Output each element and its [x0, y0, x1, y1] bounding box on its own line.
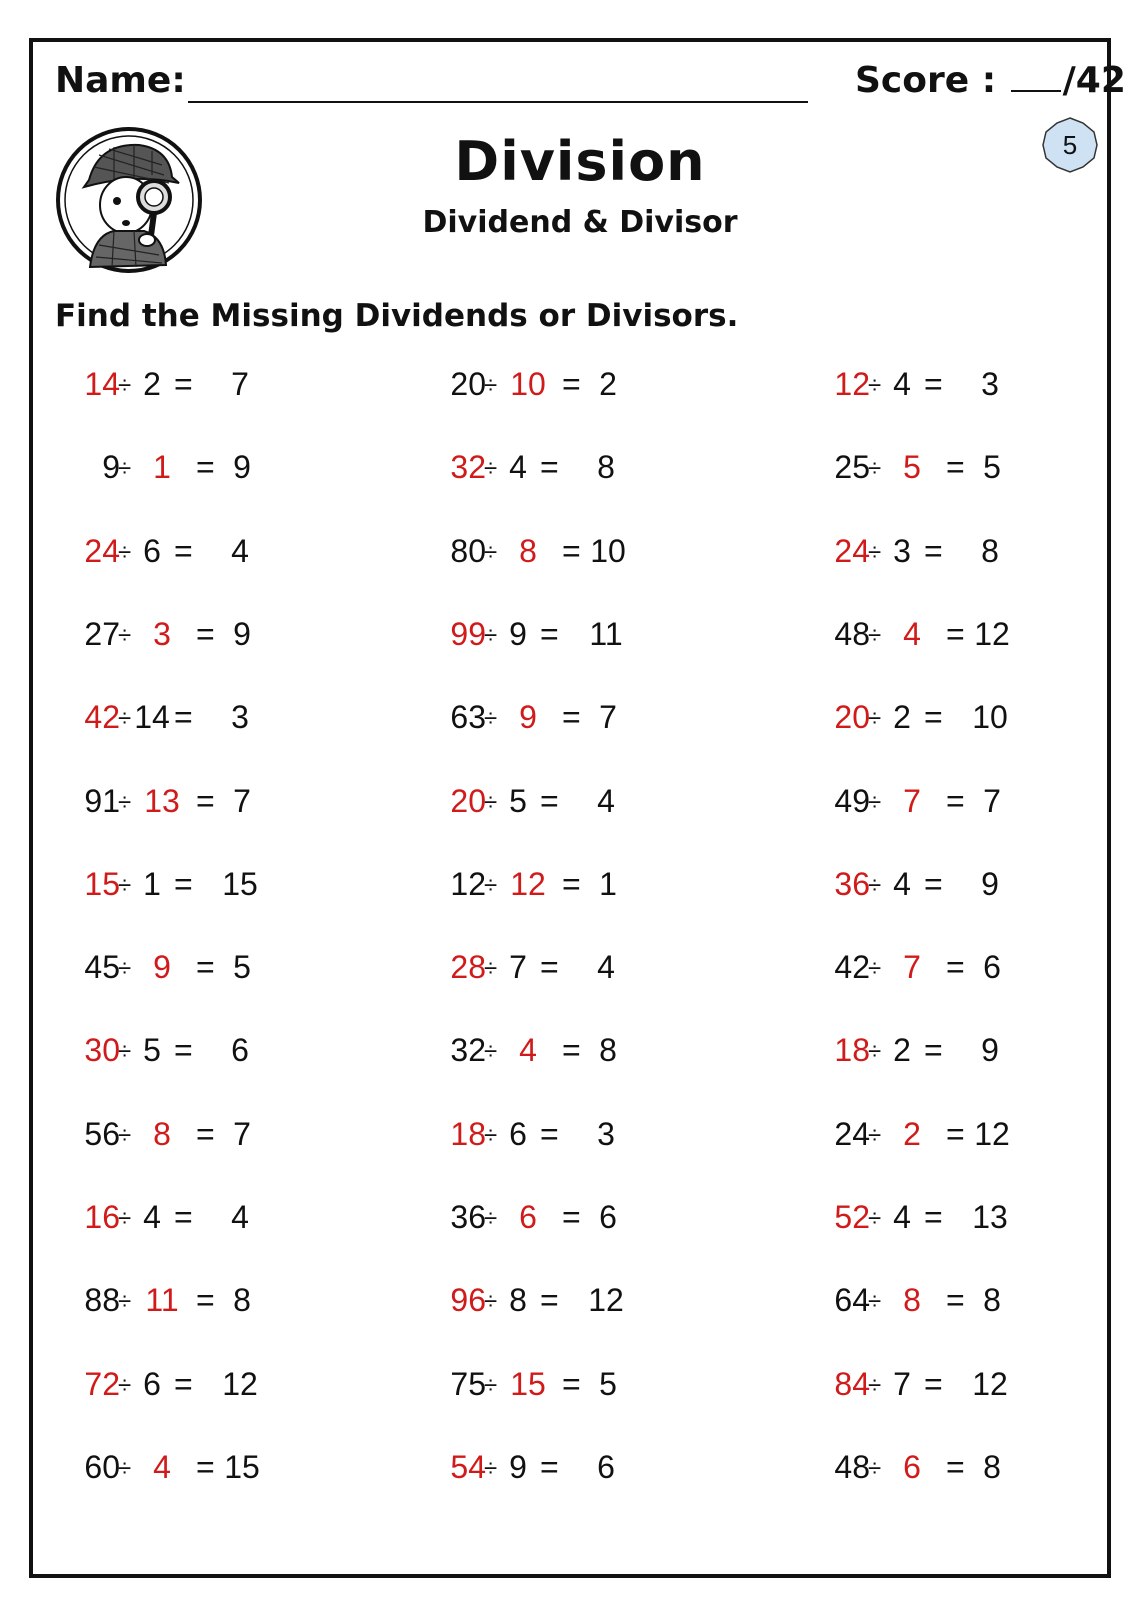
dividend-answer: 20 — [450, 783, 486, 819]
divide-sign: ÷ — [484, 372, 498, 399]
division-problem — [426, 866, 686, 906]
divisor: 2 — [143, 366, 161, 402]
division-problem — [810, 1032, 1070, 1072]
equals-sign: = — [174, 366, 193, 402]
dividend: 75 — [450, 1366, 486, 1402]
dividend: 9 — [102, 449, 120, 485]
divide-sign: ÷ — [118, 872, 132, 899]
divisor-answer: 4 — [153, 1449, 171, 1485]
equals-sign: = — [540, 1282, 559, 1318]
division-problem — [60, 783, 320, 823]
quotient: 3 — [981, 366, 999, 402]
equals-sign: = — [924, 1366, 943, 1402]
equals-sign: = — [196, 1282, 215, 1318]
dividend-answer: 36 — [834, 866, 870, 902]
dividend-answer: 18 — [450, 1116, 486, 1152]
dividend-answer: 18 — [834, 1032, 870, 1068]
divisor-answer: 12 — [510, 866, 546, 902]
dividend: 80 — [450, 533, 486, 569]
dividend: 48 — [834, 1449, 870, 1485]
dividend: 48 — [834, 616, 870, 652]
score-label: Score : — [855, 60, 997, 101]
badge-number: 5 — [1062, 130, 1078, 160]
equals-sign: = — [196, 949, 215, 985]
division-problem — [426, 1449, 686, 1489]
quotient: 2 — [599, 366, 617, 402]
equals-sign: = — [562, 866, 581, 902]
divide-sign: ÷ — [484, 789, 498, 816]
quotient: 6 — [231, 1032, 249, 1068]
dividend-answer: 15 — [84, 866, 120, 902]
page-title: Division — [454, 130, 706, 193]
divide-sign: ÷ — [118, 789, 132, 816]
divisor: 7 — [509, 949, 527, 985]
divisor-answer: 15 — [510, 1366, 546, 1402]
divide-sign: ÷ — [118, 539, 132, 566]
divisor-answer: 9 — [153, 949, 171, 985]
quotient: 12 — [974, 616, 1010, 652]
dividend-answer: 28 — [450, 949, 486, 985]
equals-sign: = — [562, 1199, 581, 1235]
equals-sign: = — [196, 1449, 215, 1485]
divide-sign: ÷ — [484, 1455, 498, 1482]
divisor: 4 — [893, 1199, 911, 1235]
quotient: 8 — [599, 1032, 617, 1068]
dividend-answer: 99 — [450, 616, 486, 652]
division-problem — [60, 533, 320, 573]
division-problem — [426, 1282, 686, 1322]
equals-sign: = — [540, 1116, 559, 1152]
quotient: 6 — [597, 1449, 615, 1485]
divide-sign: ÷ — [868, 1122, 882, 1149]
dividend: 32 — [450, 1032, 486, 1068]
dividend-answer: 96 — [450, 1282, 486, 1318]
division-problem — [426, 366, 686, 406]
divisor: 3 — [893, 533, 911, 569]
divisor: 9 — [509, 616, 527, 652]
divisor: 4 — [509, 449, 527, 485]
dividend: 27 — [84, 616, 120, 652]
quotient: 9 — [981, 866, 999, 902]
divide-sign: ÷ — [868, 955, 882, 982]
divide-sign: ÷ — [484, 955, 498, 982]
divisor: 4 — [893, 866, 911, 902]
equals-sign: = — [540, 616, 559, 652]
dividend-answer: 84 — [834, 1366, 870, 1402]
dividend-answer: 30 — [84, 1032, 120, 1068]
divisor-answer: 6 — [519, 1199, 537, 1235]
division-problem — [810, 533, 1070, 573]
divide-sign: ÷ — [868, 1455, 882, 1482]
equals-sign: = — [562, 1032, 581, 1068]
equals-sign: = — [924, 1032, 943, 1068]
division-problem — [810, 1282, 1070, 1322]
divide-sign: ÷ — [868, 622, 882, 649]
division-problem — [426, 1032, 686, 1072]
quotient: 6 — [983, 949, 1001, 985]
division-problem — [426, 949, 686, 989]
equals-sign: = — [174, 533, 193, 569]
equals-sign: = — [946, 1116, 965, 1152]
division-problem — [60, 1199, 320, 1239]
division-problem — [60, 949, 320, 989]
divisor-answer: 9 — [519, 699, 537, 735]
division-problem — [810, 1449, 1070, 1489]
quotient: 9 — [981, 1032, 999, 1068]
quotient: 8 — [597, 449, 615, 485]
dividend-answer: 52 — [834, 1199, 870, 1235]
equals-sign: = — [946, 449, 965, 485]
division-problem — [810, 783, 1070, 823]
divisor: 4 — [143, 1199, 161, 1235]
name-label: Name: — [55, 60, 186, 101]
divide-sign: ÷ — [118, 705, 132, 732]
division-problem — [426, 616, 686, 656]
quotient: 7 — [983, 783, 1001, 819]
divide-sign: ÷ — [868, 1205, 882, 1232]
divide-sign: ÷ — [118, 1455, 132, 1482]
divide-sign: ÷ — [118, 455, 132, 482]
quotient: 10 — [972, 699, 1008, 735]
divisor-answer: 3 — [153, 616, 171, 652]
divide-sign: ÷ — [868, 872, 882, 899]
divisor-answer: 11 — [145, 1282, 179, 1318]
quotient: 12 — [972, 1366, 1008, 1402]
division-problem — [810, 616, 1070, 656]
divide-sign: ÷ — [118, 1288, 132, 1315]
quotient: 5 — [233, 949, 251, 985]
dividend: 24 — [834, 1116, 870, 1152]
equals-sign: = — [196, 1116, 215, 1152]
divisor: 6 — [143, 533, 161, 569]
dividend-answer: 16 — [84, 1199, 120, 1235]
divisor: 8 — [509, 1282, 527, 1318]
divisor-answer: 13 — [144, 783, 180, 819]
quotient: 8 — [983, 1449, 1001, 1485]
divide-sign: ÷ — [484, 539, 498, 566]
division-problem — [810, 1366, 1070, 1406]
division-problem — [60, 1116, 320, 1156]
divisor: 5 — [509, 783, 527, 819]
divide-sign: ÷ — [118, 372, 132, 399]
equals-sign: = — [562, 366, 581, 402]
quotient: 10 — [590, 533, 626, 569]
dividend-answer: 54 — [450, 1449, 486, 1485]
divide-sign: ÷ — [868, 1288, 882, 1315]
division-problem — [60, 1032, 320, 1072]
quotient: 5 — [599, 1366, 617, 1402]
quotient: 4 — [597, 949, 615, 985]
equals-sign: = — [562, 699, 581, 735]
equals-sign: = — [540, 783, 559, 819]
division-problem — [810, 866, 1070, 906]
equals-sign: = — [196, 783, 215, 819]
dividend-answer: 42 — [84, 699, 120, 735]
dividend: 88 — [84, 1282, 120, 1318]
equals-sign: = — [946, 616, 965, 652]
quotient: 9 — [233, 449, 251, 485]
division-problem — [60, 866, 320, 906]
equals-sign: = — [196, 449, 215, 485]
equals-sign: = — [174, 1366, 193, 1402]
division-problem — [426, 783, 686, 823]
division-problem — [810, 699, 1070, 739]
division-problem — [60, 366, 320, 406]
division-problem — [810, 449, 1070, 489]
dividend-answer: 72 — [84, 1366, 120, 1402]
divisor-answer: 4 — [903, 616, 921, 652]
division-problem — [810, 1199, 1070, 1239]
instruction-text: Find the Missing Dividends or Divisors. — [55, 298, 739, 334]
equals-sign: = — [924, 533, 943, 569]
score-total: /42 — [1062, 60, 1126, 101]
division-problem — [810, 949, 1070, 989]
divisor: 4 — [893, 366, 911, 402]
divide-sign: ÷ — [868, 539, 882, 566]
divide-sign: ÷ — [484, 705, 498, 732]
division-problem — [426, 1116, 686, 1156]
divide-sign: ÷ — [868, 789, 882, 816]
divisor: 6 — [143, 1366, 161, 1402]
division-problem — [60, 699, 320, 739]
quotient: 3 — [597, 1116, 615, 1152]
equals-sign: = — [540, 449, 559, 485]
equals-sign: = — [924, 366, 943, 402]
dividend: 45 — [84, 949, 120, 985]
divide-sign: ÷ — [118, 1038, 132, 1065]
divide-sign: ÷ — [118, 1372, 132, 1399]
quotient: 13 — [972, 1199, 1008, 1235]
equals-sign: = — [924, 866, 943, 902]
divisor-answer: 4 — [519, 1032, 537, 1068]
equals-sign: = — [562, 533, 581, 569]
dividend: 20 — [450, 366, 486, 402]
divide-sign: ÷ — [484, 1288, 498, 1315]
divide-sign: ÷ — [868, 1038, 882, 1065]
quotient: 7 — [599, 699, 617, 735]
dividend-answer: 14 — [84, 366, 120, 402]
divisor-answer: 10 — [510, 366, 546, 402]
quotient: 4 — [231, 1199, 249, 1235]
equals-sign: = — [946, 1449, 965, 1485]
quotient: 11 — [589, 616, 623, 652]
divisor: 14 — [134, 699, 170, 735]
dividend: 42 — [834, 949, 870, 985]
divide-sign: ÷ — [484, 622, 498, 649]
divide-sign: ÷ — [118, 622, 132, 649]
quotient: 8 — [233, 1282, 251, 1318]
quotient: 4 — [597, 783, 615, 819]
equals-sign: = — [540, 949, 559, 985]
divisor: 6 — [509, 1116, 527, 1152]
equals-sign: = — [946, 783, 965, 819]
divisor: 2 — [893, 699, 911, 735]
dividend-answer: 12 — [834, 366, 870, 402]
quotient: 12 — [974, 1116, 1010, 1152]
divisor-answer: 5 — [903, 449, 921, 485]
quotient: 12 — [588, 1282, 624, 1318]
divide-sign: ÷ — [868, 1372, 882, 1399]
division-problem — [60, 1366, 320, 1406]
equals-sign: = — [174, 866, 193, 902]
dividend: 60 — [84, 1449, 120, 1485]
divide-sign: ÷ — [484, 1372, 498, 1399]
divide-sign: ÷ — [484, 455, 498, 482]
divisor-answer: 1 — [153, 449, 171, 485]
divisor: 2 — [893, 1032, 911, 1068]
divisor: 7 — [893, 1366, 911, 1402]
division-problem — [60, 1282, 320, 1322]
quotient: 15 — [222, 866, 258, 902]
divisor: 9 — [509, 1449, 527, 1485]
dividend: 64 — [834, 1282, 870, 1318]
page-subtitle: Dividend & Divisor — [422, 205, 738, 240]
division-problem — [426, 1366, 686, 1406]
dividend: 91 — [84, 783, 120, 819]
division-problem — [426, 533, 686, 573]
quotient: 7 — [231, 366, 249, 402]
dividend-answer: 24 — [84, 533, 120, 569]
divisor-answer: 7 — [903, 949, 921, 985]
divide-sign: ÷ — [484, 872, 498, 899]
equals-sign: = — [196, 616, 215, 652]
divide-sign: ÷ — [868, 705, 882, 732]
dividend: 36 — [450, 1199, 486, 1235]
dividend-answer: 32 — [450, 449, 486, 485]
division-problem — [810, 366, 1070, 406]
division-problem — [426, 1199, 686, 1239]
divisor-answer: 8 — [519, 533, 537, 569]
dividend-answer: 24 — [834, 533, 870, 569]
divide-sign: ÷ — [484, 1205, 498, 1232]
divisor-answer: 6 — [903, 1449, 921, 1485]
quotient: 3 — [231, 699, 249, 735]
dividend: 56 — [84, 1116, 120, 1152]
equals-sign: = — [946, 1282, 965, 1318]
divisor-answer: 8 — [903, 1282, 921, 1318]
divisor-answer: 8 — [153, 1116, 171, 1152]
equals-sign: = — [174, 1032, 193, 1068]
division-problem — [810, 1116, 1070, 1156]
equals-sign: = — [946, 949, 965, 985]
divide-sign: ÷ — [484, 1122, 498, 1149]
equals-sign: = — [924, 1199, 943, 1235]
divisor: 5 — [143, 1032, 161, 1068]
division-problem — [426, 449, 686, 489]
division-problem — [60, 616, 320, 656]
equals-sign: = — [540, 1449, 559, 1485]
equals-sign: = — [174, 1199, 193, 1235]
divide-sign: ÷ — [118, 955, 132, 982]
quotient: 1 — [599, 866, 617, 902]
divisor-answer: 2 — [903, 1116, 921, 1152]
dividend: 63 — [450, 699, 486, 735]
divide-sign: ÷ — [868, 455, 882, 482]
quotient: 7 — [233, 1116, 251, 1152]
quotient: 5 — [983, 449, 1001, 485]
equals-sign: = — [924, 699, 943, 735]
divide-sign: ÷ — [868, 372, 882, 399]
divide-sign: ÷ — [484, 1038, 498, 1065]
equals-sign: = — [174, 699, 193, 735]
quotient: 8 — [983, 1282, 1001, 1318]
divide-sign: ÷ — [118, 1205, 132, 1232]
divisor: 1 — [143, 866, 161, 902]
quotient: 12 — [222, 1366, 258, 1402]
quotient: 4 — [231, 533, 249, 569]
divide-sign: ÷ — [118, 1122, 132, 1149]
dividend: 49 — [834, 783, 870, 819]
dividend: 12 — [450, 866, 486, 902]
division-problem — [60, 1449, 320, 1489]
divisor-answer: 7 — [903, 783, 921, 819]
quotient: 6 — [599, 1199, 617, 1235]
equals-sign: = — [562, 1366, 581, 1402]
quotient: 7 — [233, 783, 251, 819]
quotient: 9 — [233, 616, 251, 652]
quotient: 15 — [224, 1449, 260, 1485]
quotient: 8 — [981, 533, 999, 569]
dividend-answer: 20 — [834, 699, 870, 735]
dividend: 25 — [834, 449, 870, 485]
division-problem — [60, 449, 320, 489]
division-problem — [426, 699, 686, 739]
